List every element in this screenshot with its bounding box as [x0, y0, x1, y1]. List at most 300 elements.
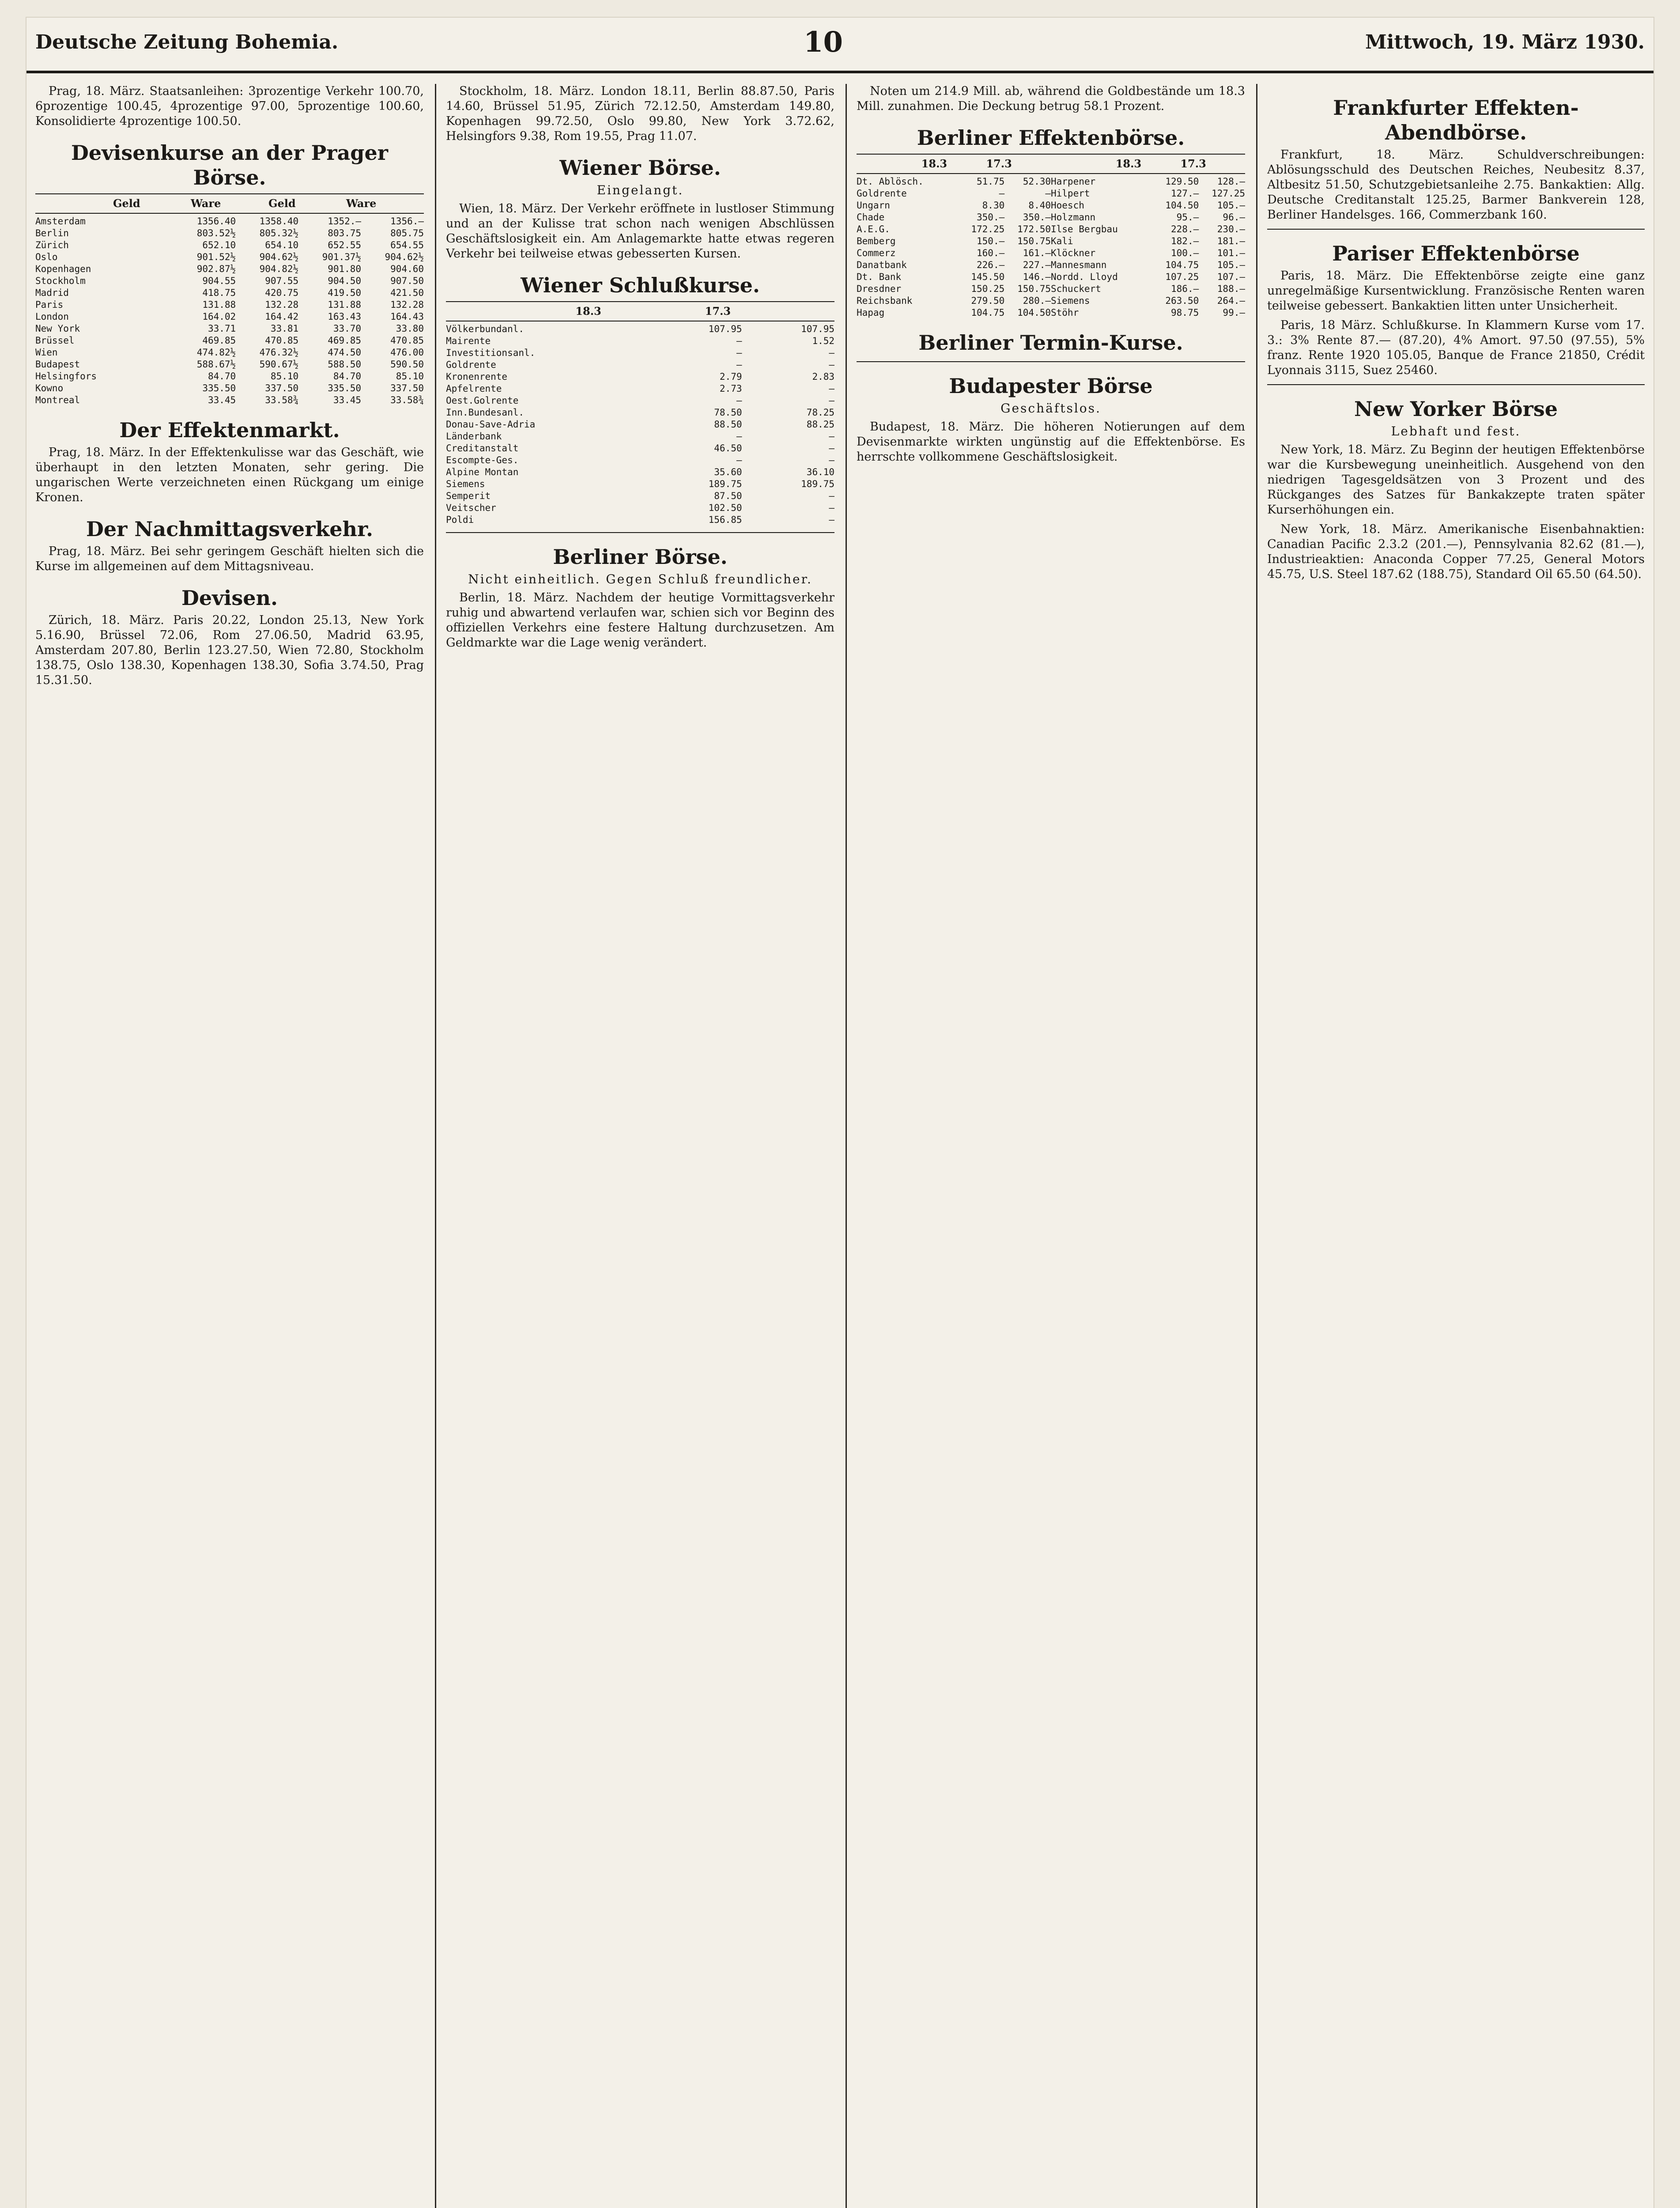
table-cell: Hilpert	[1051, 188, 1090, 199]
table-cell: 901.37½	[322, 252, 362, 262]
table-cell: 132.28	[265, 299, 299, 310]
lead-paragraph: Stockholm, 18. März. London 18.11, Berlin 88.87.50, Paris 14.60, Brüssel 51.95, Zürich 72.12.50, Amsterdam 149.80, Kopenhagen 99.72.50, Oslo 99.80, New York 3.72.62, Helsingfors 9.38, Rom 19.55, Prag 11.07.	[446, 84, 834, 143]
table-cell: —	[829, 491, 834, 501]
table-cell: Goldrente	[446, 359, 496, 370]
closing-table	[446, 323, 834, 526]
table-cell: Stockholm	[35, 276, 86, 286]
rates-table	[35, 216, 424, 406]
table-cell: 1356.—	[390, 216, 424, 227]
section-title: Berliner Effektenbörse.	[917, 126, 1185, 150]
table-cell: 33.45	[333, 395, 362, 405]
table-cell: 51.75	[977, 176, 1005, 187]
table-cell: Kopenhagen	[35, 264, 91, 274]
table-cell: 172.25	[971, 224, 1005, 234]
table-cell: 904.82½	[259, 264, 299, 274]
table-cell: Zürich	[35, 240, 69, 250]
table-cell: 96.—	[1223, 212, 1245, 223]
table-cell: 161.—	[1023, 248, 1051, 258]
article-text: New York, 18. März. Amerikanische Eisenbahnaktien: Canadian Pacific 2.3.2 (201.—), Pennsylvania 82.62 (81.—), Industrieaktien: Anaconda Copper 77.25, General Motors 45.75, U.S. Steel 187.62 (188.75), Standard Oil 65.50 (64.50).	[1267, 522, 1645, 581]
article-text: Prag, 18. März. In der Effektenkulisse war das Geschäft, wie überhaupt in den letzten Monaten, sehr gering. Die ungarischen Werte verzeichneten einen Rückgang um einige Kronen.	[35, 446, 424, 504]
table-cell: 474.82½	[196, 347, 236, 358]
section-subtitle: Eingelangt.	[596, 183, 684, 197]
table-cell: Reichsbank	[857, 295, 913, 306]
table-cell: 107.95	[801, 324, 834, 334]
article-text: Paris, 18. März. Die Effektenbörse zeigte eine ganz unregelmäßige Kursentwicklung. Französische Renten waren teilweise gebessert. Bankaktien litten unter Unsicherheit.	[1267, 269, 1645, 313]
table-row	[35, 299, 424, 311]
table-cell: 99.—	[1223, 307, 1245, 318]
table-cell: Mairente	[446, 336, 491, 346]
section-title: Berliner Termin-Kurse.	[918, 331, 1183, 355]
table-cell: 907.55	[265, 276, 299, 286]
table-cell: 150.—	[977, 236, 1005, 246]
table-cell: 904.62½	[259, 252, 299, 262]
table-cell: 104.50	[1165, 200, 1199, 211]
table-cell: 280.—	[1023, 295, 1051, 306]
table-cell: 420.75	[265, 287, 299, 298]
table-cell: Budapest	[35, 359, 80, 370]
section-subtitle: Lebhaft und fest.	[1391, 424, 1521, 439]
table-cell: 150.75	[1017, 236, 1051, 246]
table-cell: Donau-Save-Adria	[446, 419, 536, 430]
table-cell: 652.10	[202, 240, 236, 250]
table-cell: 85.10	[270, 371, 299, 382]
table-cell: Ungarn	[857, 200, 890, 211]
table-row	[35, 287, 424, 299]
table-cell: Stöhr	[1051, 307, 1079, 318]
table-cell: Oest.Golrente	[446, 395, 519, 406]
table-cell: 189.75	[708, 479, 742, 489]
article-text: Wien, 18. März. Der Verkehr eröffnete in lustloser Stimmung und an der Kulisse trat schon nach wenigen Abschlüssen Geschäftslosigkeit ein. Am Anlagemarkte hatte etwas regeren Verkehr bei teilweise etwas gebesserten Kursen.	[446, 202, 834, 261]
article-text: Prag, 18. März. Bei sehr geringem Geschäft hielten sich die Kurse im allgemeinen auf dem Mittagsniveau.	[35, 544, 424, 573]
table-cell: —	[736, 336, 742, 346]
table-cell: 803.75	[328, 228, 362, 238]
lead-paragraph: Prag, 18. März. Staatsanleihen: 3prozentige Verkehr 100.70, 6prozentige 100.45, 4prozentige 97.00, 5prozentige 100.60, Konsolidierte 4prozentige 100.50.	[35, 84, 424, 128]
table-cell: 279.50	[971, 295, 1005, 306]
table-cell: 588.67½	[196, 359, 236, 370]
closing-table-header: 18.3 17.3	[446, 301, 834, 321]
table-cell: 33.58¾	[265, 395, 299, 405]
table-cell: 105.—	[1217, 260, 1245, 270]
article-text: Frankfurt, 18. März. Schuldverschreibungen: Ablösungsschuld des Deutschen Reiches, Neubesitz 8.37, Altbesitz 51.50, Schutzgebietsanleihe 2.75. Bankaktien: Allg. Deutsche Creditanstalt 125.25, Barmer Bankverein 128, Berliner Handelsges. 166, Commerzbank 160.	[1267, 148, 1645, 222]
table-cell: Oslo	[35, 252, 58, 262]
issue-date: Mittwoch, 19. März 1930.	[1365, 31, 1645, 53]
table-cell: 127.25	[1212, 188, 1245, 199]
section-divider	[857, 361, 1245, 362]
table-row	[446, 442, 834, 454]
section-title: Devisenkurse an der Prager Börse.	[71, 141, 388, 189]
table-row	[35, 335, 424, 347]
table-row	[446, 395, 834, 407]
table-cell: 172.50	[1017, 224, 1051, 234]
table-cell: 904.62½	[385, 252, 424, 262]
table-cell: Klöckner	[1051, 248, 1096, 258]
table-cell: 226.—	[977, 260, 1005, 270]
table-cell: 901.52½	[196, 252, 236, 262]
column-divider	[435, 84, 436, 2208]
table-cell: —	[736, 395, 742, 406]
table-cell: 84.70	[333, 371, 362, 382]
table-cell: 1358.40	[259, 216, 299, 227]
table-row	[446, 347, 834, 359]
table-cell: Poldi	[446, 514, 474, 525]
table-cell: Bemberg	[857, 236, 896, 246]
table-cell: Dt. Ablösch.	[857, 176, 924, 187]
table-cell: Kali	[1051, 236, 1073, 246]
table-cell: —	[736, 348, 742, 358]
table-row	[446, 466, 834, 478]
table-cell: 107.95	[708, 324, 742, 334]
effects-table	[857, 176, 1245, 319]
table-row	[35, 394, 424, 406]
table-cell: —	[829, 503, 834, 513]
table-cell: 228.—	[1171, 224, 1199, 234]
table-cell: 164.42	[265, 311, 299, 322]
table-cell: Ilse Bergbau	[1051, 224, 1118, 234]
table-cell: 33.58¾	[390, 395, 424, 405]
table-cell: Alpine Montan	[446, 467, 519, 477]
table-cell: 101.—	[1217, 248, 1245, 258]
table-cell: —	[829, 383, 834, 394]
table-cell: —	[999, 188, 1005, 199]
table-cell: 652.55	[328, 240, 362, 250]
table-cell: 654.10	[265, 240, 299, 250]
table-row	[446, 335, 834, 347]
table-cell: 36.10	[806, 467, 834, 477]
table-cell: Brüssel	[35, 335, 75, 346]
table-cell: 421.50	[390, 287, 424, 298]
section-title: Pariser Effektenbörse	[1332, 242, 1580, 265]
table-cell: —	[829, 348, 834, 358]
table-cell: Wien	[35, 347, 58, 358]
table-cell: 102.50	[708, 503, 742, 513]
article-text: Budapest, 18. März. Die höheren Notierungen auf dem Devisenmarkte wirkten ungünstig auf die Effektenbörse. Es herrschte vollkommene Geschäftslosigkeit.	[857, 420, 1245, 464]
table-cell: 105.—	[1217, 200, 1245, 211]
table-cell: Nordd. Lloyd	[1051, 272, 1118, 282]
effects-table-header: 18.3 17.3 18.3 17.3	[857, 154, 1245, 174]
table-cell: Dt. Bank	[857, 272, 902, 282]
table-cell: 1352.—	[328, 216, 362, 227]
table-cell: 588.50	[328, 359, 362, 370]
table-cell: 469.85	[202, 335, 236, 346]
table-cell: 337.50	[390, 383, 424, 393]
table-cell: 163.43	[328, 311, 362, 322]
table-cell: Paris	[35, 299, 64, 310]
table-cell: 104.75	[1165, 260, 1199, 270]
table-cell: 33.71	[208, 323, 236, 334]
table-cell: 907.50	[390, 276, 424, 286]
table-cell: 904.60	[390, 264, 424, 274]
table-cell: 2.83	[812, 371, 834, 382]
table-cell: 128.—	[1217, 176, 1245, 187]
table-cell: Hapag	[857, 307, 885, 318]
table-cell: 146.—	[1023, 272, 1051, 282]
table-row	[35, 347, 424, 359]
masthead	[26, 18, 1654, 73]
table-cell: 181.—	[1217, 236, 1245, 246]
section-title: Frankfurter Effekten-Abendbörse.	[1333, 96, 1579, 144]
table-cell: 805.32½	[259, 228, 299, 238]
table-cell: 35.60	[714, 467, 742, 477]
table-cell: 150.75	[1017, 284, 1051, 294]
table-row	[857, 271, 1245, 283]
table-cell: 150.25	[971, 284, 1005, 294]
table-cell: Veitscher	[446, 503, 496, 513]
table-cell: 33.70	[333, 323, 362, 334]
table-cell: —	[829, 455, 834, 465]
table-row	[857, 307, 1245, 319]
table-cell: 129.50	[1165, 176, 1199, 187]
table-cell: —	[829, 443, 834, 454]
table-cell: Montreal	[35, 395, 80, 405]
table-cell: Commerz	[857, 248, 896, 258]
rates-table-header: Geld Ware Geld Ware	[35, 193, 424, 214]
table-cell: New York	[35, 323, 80, 334]
table-cell: 476.32½	[259, 347, 299, 358]
table-row	[446, 419, 834, 431]
table-cell: Semperit	[446, 491, 491, 501]
section-title: Wiener Schlußkurse.	[521, 273, 760, 297]
table-cell: 87.50	[714, 491, 742, 501]
table-cell: 470.85	[390, 335, 424, 346]
table-cell: 2.79	[719, 371, 742, 382]
table-cell: Dresdner	[857, 284, 902, 294]
table-row	[35, 251, 424, 263]
table-row	[857, 283, 1245, 295]
section-divider	[1267, 384, 1645, 385]
table-cell: Harpener	[1051, 176, 1096, 187]
table-cell: 164.02	[202, 311, 236, 322]
table-cell: 335.50	[202, 383, 236, 393]
table-cell: Kronenrente	[446, 371, 508, 382]
table-cell: Escompte-Ges.	[446, 455, 519, 465]
table-cell: —	[829, 431, 834, 442]
column-divider	[1256, 84, 1257, 2208]
table-cell: 470.85	[265, 335, 299, 346]
table-cell: Creditanstalt	[446, 443, 519, 454]
column-1	[35, 84, 424, 2208]
table-cell: 904.55	[202, 276, 236, 286]
table-cell: 182.—	[1171, 236, 1199, 246]
table-cell: —	[829, 395, 834, 406]
table-cell: Siemens	[446, 479, 485, 489]
table-cell: 107.25	[1165, 272, 1199, 282]
table-row	[857, 259, 1245, 271]
table-row	[35, 359, 424, 371]
table-cell: 230.—	[1217, 224, 1245, 234]
table-row	[857, 247, 1245, 259]
table-cell: Investitionsanl.	[446, 348, 536, 358]
table-cell: —	[1045, 188, 1051, 199]
table-row	[446, 490, 834, 502]
section-title: Berliner Börse.	[553, 545, 728, 569]
table-cell: Siemens	[1051, 295, 1090, 306]
table-cell: 264.—	[1217, 295, 1245, 306]
table-cell: —	[736, 431, 742, 442]
table-row	[446, 383, 834, 395]
table-cell: 52.30	[1023, 176, 1051, 187]
section-title: New Yorker Börse	[1354, 397, 1558, 421]
table-cell: 164.43	[390, 311, 424, 322]
table-cell: 419.50	[328, 287, 362, 298]
table-cell: —	[736, 455, 742, 465]
table-cell: —	[829, 359, 834, 370]
table-row	[446, 407, 834, 419]
table-cell: Helsingfors	[35, 371, 97, 382]
table-cell: 107.—	[1217, 272, 1245, 282]
article-text: Zürich, 18. März. Paris 20.22, London 25.13, New York 5.16.90, Brüssel 72.06, Rom 27.06.50, Madrid 63.95, Amsterdam 207.80, Berlin 123.27.50, Wien 72.80, Stockholm 138.75, Oslo 138.30, Kopenhagen 138.30, Sofia 3.74.50, Prag 15.31.50.	[35, 613, 424, 687]
article-text: New York, 18. März. Zu Beginn der heutigen Effektenbörse war die Kursbewegung uneinheitlich. Ausgehend von den niedrigen Tagesgeldsätzen von 3 Prozent und des Rückganges des Satzes für Bankakzepte traten später Kurserhöhungen ein.	[1267, 443, 1645, 517]
table-cell: 901.80	[328, 264, 362, 274]
section-title: Devisen.	[181, 586, 278, 610]
table-cell: Berlin	[35, 228, 69, 238]
table-cell: —	[829, 514, 834, 525]
newspaper-title: Deutsche Zeitung Bohemia.	[35, 31, 339, 53]
table-cell: 145.50	[971, 272, 1005, 282]
table-cell: 88.50	[714, 419, 742, 430]
table-cell: 132.28	[390, 299, 424, 310]
table-cell: Kowno	[35, 383, 64, 393]
table-cell: 131.88	[328, 299, 362, 310]
article-text: Berlin, 18. März. Nachdem der heutige Vormittagsverkehr ruhig und abwartend verlaufen war, schien sich vor Beginn des offiziellen Verkehrs eine festere Haltung durchzusetzen. Am Geldmarkte war die Lage wenig verändert.	[446, 591, 834, 650]
table-row	[35, 323, 424, 335]
table-cell: 350.—	[977, 212, 1005, 223]
table-row	[35, 216, 424, 227]
table-cell: 78.25	[806, 407, 834, 418]
table-cell: 100.—	[1171, 248, 1199, 258]
table-cell: Inn.Bundesanl.	[446, 407, 525, 418]
table-row	[446, 371, 834, 383]
table-cell: 46.50	[714, 443, 742, 454]
table-row	[857, 176, 1245, 188]
table-cell: 127.—	[1171, 188, 1199, 199]
table-row	[35, 371, 424, 382]
table-cell: 156.85	[708, 514, 742, 525]
table-cell: 104.75	[971, 307, 1005, 318]
table-cell: 33.45	[208, 395, 236, 405]
table-row	[35, 382, 424, 394]
table-cell: 337.50	[265, 383, 299, 393]
table-cell: 188.—	[1217, 284, 1245, 294]
table-cell: 474.50	[328, 347, 362, 358]
table-cell: Schuckert	[1051, 284, 1101, 294]
page-number: 10	[804, 26, 843, 59]
table-row	[446, 478, 834, 490]
table-cell: Länderbank	[446, 431, 502, 442]
table-cell: —	[736, 359, 742, 370]
table-cell: London	[35, 311, 69, 322]
table-cell: 84.70	[208, 371, 236, 382]
table-row	[857, 295, 1245, 307]
section-title: Budapester Börse	[949, 374, 1153, 398]
table-row	[446, 454, 834, 466]
table-cell: A.E.G.	[857, 224, 890, 234]
table-cell: 590.50	[390, 359, 424, 370]
table-cell: Apfelrente	[446, 383, 502, 394]
table-cell: 1.52	[812, 336, 834, 346]
article-text: Paris, 18 März. Schlußkurse. In Klammern Kurse vom 17. 3.: 3% Rente 87.— (87.20), 4% Amort. 97.50 (97.55), 5% franz. Rente 1920 105.05, Banque de France 21850, Crédit Lyonnais 3115, Suez 25460.	[1267, 318, 1645, 377]
table-row	[857, 223, 1245, 235]
table-cell: 85.10	[396, 371, 424, 382]
column-2	[446, 84, 834, 2208]
table-cell: 189.75	[801, 479, 834, 489]
table-cell: 418.75	[202, 287, 236, 298]
table-cell: 654.55	[390, 240, 424, 250]
table-cell: 8.40	[1028, 200, 1051, 211]
table-cell: Chade	[857, 212, 885, 223]
table-cell: 469.85	[328, 335, 362, 346]
table-row	[35, 263, 424, 275]
column-4	[1267, 84, 1645, 2208]
table-row	[446, 431, 834, 442]
table-cell: Mannesmann	[1051, 260, 1107, 270]
section-subtitle: Geschäftslos.	[1000, 401, 1101, 416]
table-cell: 98.75	[1171, 307, 1199, 318]
table-cell: Amsterdam	[35, 216, 86, 227]
table-cell: Holzmann	[1051, 212, 1096, 223]
table-cell: 8.30	[982, 200, 1005, 211]
table-cell: 902.87½	[196, 264, 236, 274]
table-row	[857, 200, 1245, 212]
table-cell: Madrid	[35, 287, 69, 298]
table-cell: 2.73	[719, 383, 742, 394]
table-cell: 131.88	[202, 299, 236, 310]
table-cell: 160.—	[977, 248, 1005, 258]
table-cell: 350.—	[1023, 212, 1051, 223]
table-cell: Hoesch	[1051, 200, 1084, 211]
table-cell: 805.75	[390, 228, 424, 238]
table-cell: 263.50	[1165, 295, 1199, 306]
table-cell: Goldrente	[857, 188, 907, 199]
table-cell: Völkerbundanl.	[446, 324, 525, 334]
table-cell: 590.67½	[259, 359, 299, 370]
table-row	[446, 323, 834, 335]
table-row	[35, 275, 424, 287]
section-divider	[1267, 229, 1645, 230]
table-cell: 904.50	[328, 276, 362, 286]
section-subtitle: Nicht einheitlich. Gegen Schluß freundlicher.	[468, 572, 812, 586]
table-cell: Danatbank	[857, 260, 907, 270]
table-cell: 186.—	[1171, 284, 1199, 294]
table-row	[35, 227, 424, 239]
table-cell: 1356.40	[196, 216, 236, 227]
section-title: Der Nachmittagsverkehr.	[86, 517, 374, 541]
table-cell: 335.50	[328, 383, 362, 393]
table-cell: 227.—	[1023, 260, 1051, 270]
table-row	[35, 311, 424, 323]
table-cell: 78.50	[714, 407, 742, 418]
table-cell: 33.80	[396, 323, 424, 334]
section-divider	[446, 532, 834, 533]
table-cell: 95.—	[1176, 212, 1199, 223]
table-cell: 476.00	[390, 347, 424, 358]
table-cell: 33.81	[270, 323, 299, 334]
lead-paragraph: Noten um 214.9 Mill. ab, während die Goldbestände um 18.3 Mill. zunahmen. Die Deckung betrug 58.1 Prozent.	[857, 84, 1245, 113]
section-title: Wiener Börse.	[559, 156, 721, 180]
table-row	[35, 239, 424, 251]
table-cell: 104.50	[1017, 307, 1051, 318]
table-row	[446, 502, 834, 514]
table-cell: 803.52½	[196, 228, 236, 238]
table-row	[857, 212, 1245, 223]
newspaper-page	[26, 18, 1654, 2208]
table-row	[857, 235, 1245, 247]
section-title: Der Effektenmarkt.	[119, 418, 340, 442]
table-row	[857, 188, 1245, 200]
table-cell: 88.25	[806, 419, 834, 430]
column-3	[857, 84, 1245, 2208]
table-row	[446, 514, 834, 526]
column-divider	[846, 84, 847, 2208]
